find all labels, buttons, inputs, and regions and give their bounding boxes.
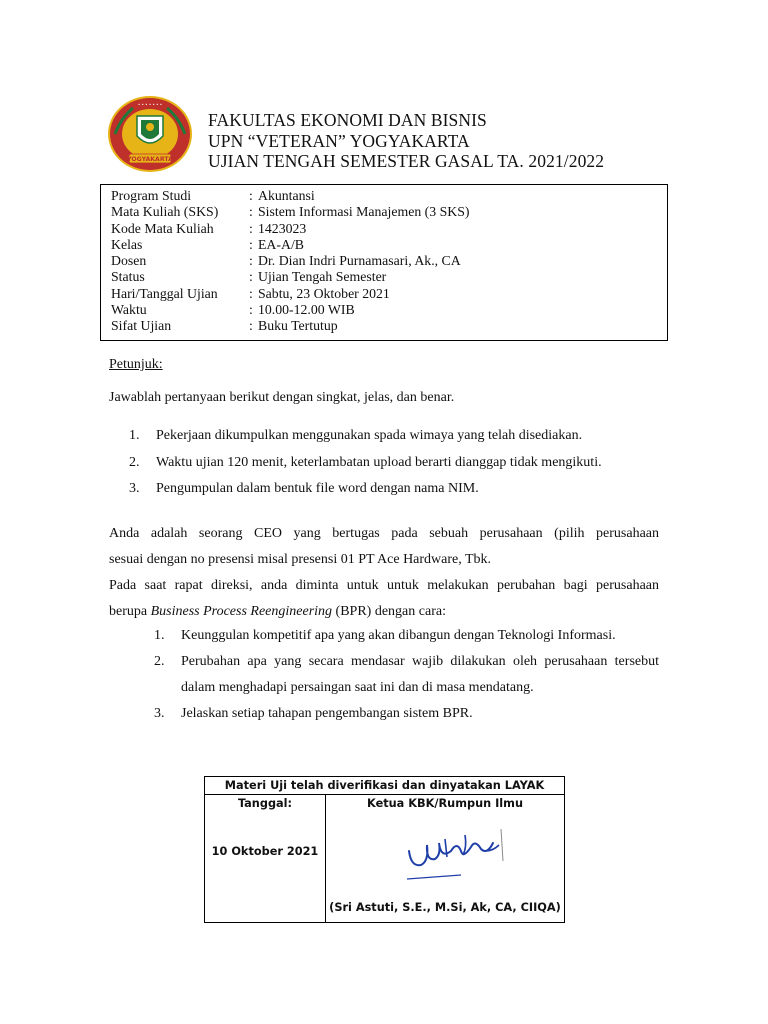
info-value: Sabtu, 23 Oktober 2021: [258, 285, 390, 301]
info-row: [111, 318, 667, 334]
exam-title: UJIAN TENGAH SEMESTER GASAL TA. 2021/2022: [208, 151, 605, 171]
info-separator: :: [249, 285, 253, 301]
info-value: Sistem Informasi Manajemen (3 SKS): [258, 204, 470, 220]
date-cell: [205, 795, 326, 923]
info-separator: :: [249, 204, 253, 220]
question-text: (BPR) dengan cara:: [332, 604, 446, 619]
list-text: Waktu ujian 120 menit, keterlambatan upload berarti dianggap tidak mengikuti.: [156, 454, 602, 470]
info-label: Hari/Tanggal Ujian: [111, 285, 218, 301]
list-number: 2.: [129, 454, 140, 470]
list-number: 1.: [154, 628, 165, 643]
date-value: 10 Oktober 2021: [211, 845, 319, 858]
list-text: Pengumpulan dalam bentuk file word dengan nama NIM.: [156, 481, 479, 496]
list-number: 2.: [154, 654, 165, 669]
approver-cell: [326, 795, 565, 923]
list-text: Pekerjaan dikumpulkan menggunakan spada wimaya yang telah disediakan.: [156, 428, 583, 443]
question-paragraph: [109, 521, 659, 625]
info-label: Kelas: [111, 236, 143, 252]
info-separator: :: [249, 318, 253, 334]
list-item: [154, 649, 659, 701]
approver-title: Ketua KBK/Rumpun Ilmu: [367, 797, 523, 810]
list-number: 3.: [129, 481, 140, 496]
info-value: 1423023: [258, 220, 307, 236]
info-row: [111, 221, 667, 237]
list-item: [154, 701, 659, 727]
list-text: Keunggulan kompetitif apa yang akan dibangun dengan Teknologi Informasi.: [181, 628, 616, 643]
info-row: [111, 204, 667, 220]
list-number: 3.: [154, 706, 165, 721]
info-separator: :: [249, 220, 253, 236]
question-text: berupa: [109, 604, 151, 619]
info-label: Sifat Ujian: [111, 318, 172, 334]
handwritten-signature-icon: [401, 821, 511, 885]
question-line: [109, 599, 659, 625]
document-header: [208, 110, 604, 172]
info-label: Status: [111, 269, 145, 285]
info-value: Buku Tertutup: [258, 318, 338, 334]
info-label: Mata Kuliah (SKS): [111, 204, 219, 220]
svg-text:• • • • • • •: • • • • • • •: [137, 102, 163, 107]
info-row: [111, 188, 667, 204]
list-item: [154, 623, 659, 649]
list-item: [129, 423, 602, 450]
list-number: 1.: [129, 428, 140, 443]
info-label: Kode Mata Kuliah: [111, 220, 214, 236]
list-item: [129, 450, 602, 477]
question-line: sesuai dengan no presensi misal presensi 01 PT Ace Hardware, Tbk.: [109, 552, 492, 567]
list-text: Perubahan apa yang secara mendasar wajib dilakukan oleh perusahaan tersebut dalam menghadapi persaingan saat ini dan di masa mendatang.: [181, 654, 659, 695]
date-label: Tanggal:: [237, 797, 293, 810]
info-separator: :: [249, 236, 253, 252]
info-separator: :: [249, 302, 253, 318]
faculty-name: FAKULTAS EKONOMI DAN BISNIS: [208, 110, 487, 130]
info-value: Ujian Tengah Semester: [258, 269, 387, 285]
info-value: Dr. Dian Indri Purnamasari, Ak., CA: [258, 253, 461, 269]
university-name: UPN “VETERAN” YOGYAKARTA: [208, 130, 470, 151]
task-list: [154, 623, 659, 727]
instructions-intro: Jawablah pertanyaan berikut dengan singkat, jelas, dan benar.: [109, 390, 455, 405]
approver-name: (Sri Astuti, S.E., M.Si, Ak, CA, CIIQA): [329, 901, 561, 914]
info-value: Akuntansi: [258, 188, 315, 203]
question-line: Pada saat rapat direksi, anda diminta untuk untuk melakukan perubahan bagi perusahaan: [109, 578, 659, 593]
info-value: EA-A/B: [258, 236, 304, 252]
verification-header-text: Materi Uji telah diverifikasi dan dinyatakan LAYAK: [224, 779, 545, 792]
info-separator: :: [249, 188, 253, 203]
verification-table: [204, 776, 565, 923]
bpr-term: Business Process Reengineering: [150, 604, 333, 619]
course-info-box: [100, 184, 668, 341]
info-label: Dosen: [111, 253, 147, 269]
verification-header: [205, 777, 565, 795]
info-label: Waktu: [111, 302, 147, 318]
question-line: Anda adalah seorang CEO yang bertugas pada sebuah perusahaan (pilih perusahaan: [109, 526, 659, 541]
info-label: Program Studi: [111, 188, 192, 203]
info-separator: :: [249, 269, 253, 285]
svg-text:YOGYAKARTA: YOGYAKARTA: [127, 156, 173, 163]
info-row: [111, 253, 667, 269]
info-value: 10.00-12.00 WIB: [258, 302, 355, 318]
list-item: [129, 476, 602, 503]
instructions-heading: Petunjuk:: [109, 357, 163, 372]
list-text: Jelaskan setiap tahapan pengembangan sistem BPR.: [181, 706, 473, 721]
info-row: [111, 286, 667, 302]
info-row: [111, 237, 667, 253]
university-seal-icon: [107, 94, 193, 174]
info-separator: :: [249, 253, 253, 269]
info-row: [111, 269, 667, 285]
info-row: [111, 302, 667, 318]
instructions-list: [129, 423, 602, 503]
